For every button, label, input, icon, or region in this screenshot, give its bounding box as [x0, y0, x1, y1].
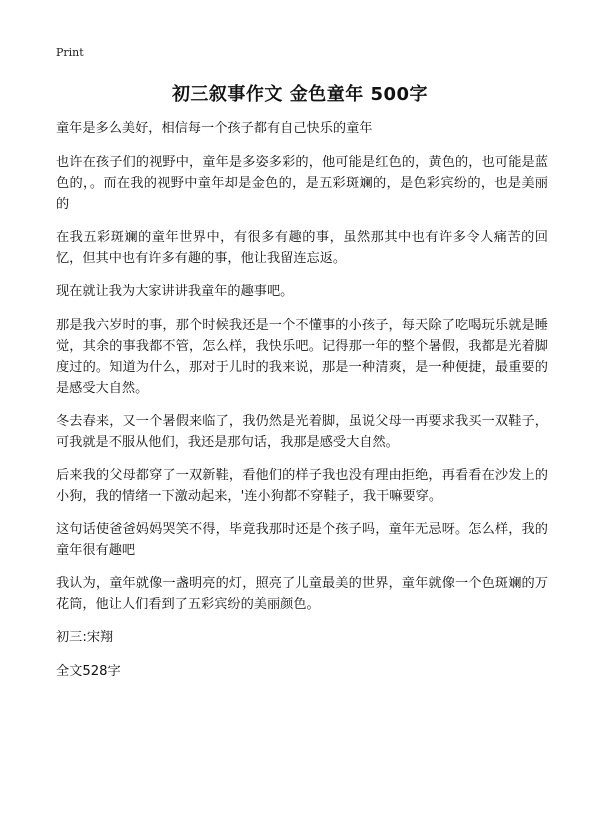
- article-body: [56, 118, 548, 695]
- print-link[interactable]: Print: [56, 46, 84, 59]
- article-title: 初三叙事作文 金色童年 500字: [171, 84, 429, 105]
- author-line: 初三:宋翔: [56, 630, 114, 645]
- paragraph-next-summer: 冬去春来，又一个暑假来临了，我仍然是光着脚，虽说父母一再要求我买一双鞋子，可我就是不服从他们，我还是那句话，我那是感受大自然。: [56, 414, 548, 450]
- paragraph-parents-reaction: 这句话使爸爸妈妈哭笑不得，毕竟我那时还是个孩子吗，童年无忌呀。怎么样，我的童年很有趣吧: [56, 522, 548, 558]
- word-count: 全文528字: [56, 664, 121, 679]
- paragraph-barefoot-summer: 那是我六岁时的事，那个时候我还是一个不懂事的小孩子，每天除了吃喝玩乐就是睡觉，其余的事我都不管，怎么样，我快乐吧。记得那一年的整个暑假，我都是光着脚度过的。知道为什么，那对于儿时的我来说，那是一种清爽，是一种便捷，最重要的是感受大自然。: [56, 318, 548, 396]
- paragraph-transition: 现在就让我为大家讲讲我童年的趣事吧。: [56, 284, 294, 299]
- paragraph-new-shoes: 后来我的父母都穿了一双新鞋，看他们的样子我也没有理由拒绝，再看看在沙发上的小狗，我的情绪一下激动起来，'连小狗都不穿鞋子，我干嘛要穿。: [56, 468, 548, 504]
- paragraph-intro: 童年是多么美好，相信每一个孩子都有自己快乐的童年: [56, 121, 373, 136]
- paragraph-memories: 在我五彩斑斓的童年世界中，有很多有趣的事，虽然那其中也有许多令人痛苦的回忆，但其中也有许多有趣的事，他让我留连忘返。: [56, 230, 548, 266]
- paragraph-colors: 也许在孩子们的视野中，童年是多姿多彩的，他可能是红色的，黄色的，也可能是蓝色的，。而在我的视野中童年却是金色的，是五彩斑斓的，是色彩宾纷的，也是美丽的: [56, 155, 548, 212]
- paragraph-conclusion: 我认为，童年就像一盏明亮的灯，照亮了儿童最美的世界，童年就像一个色斑斓的万花筒，他让人们看到了五彩宾纷的美丽颜色。: [56, 576, 548, 612]
